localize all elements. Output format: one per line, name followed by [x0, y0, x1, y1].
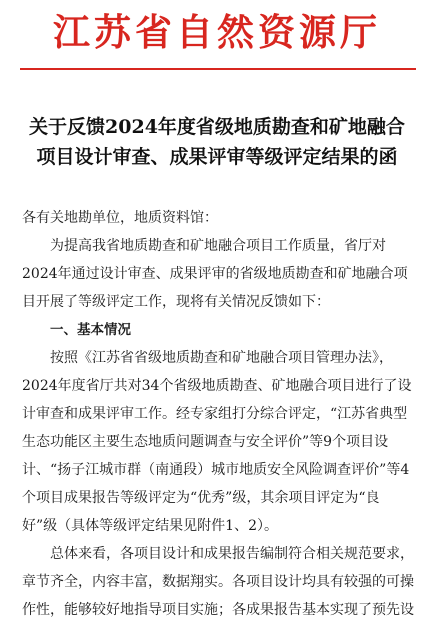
- letterhead-title: 江苏省自然资源厅: [53, 10, 381, 54]
- summary-paragraph: 总体来看，各项目设计和成果报告编制符合相关规范要求，章节齐全，内容丰富，数据翔实。各项目设计均具有较强的可操作性，能够较好地指导项目实施；各成果报告基本实现了预先设: [22, 546, 414, 618]
- document-title: [12, 112, 422, 172]
- section-heading-basic-situation: 一、基本情况: [50, 322, 131, 338]
- document-title-line-2: 项目设计审查、成果评审等级评定结果的函: [36, 146, 398, 168]
- document-body: [22, 204, 414, 624]
- document-title-line-1: 关于反馈2024年度省级地质勘查和矿地融合: [29, 116, 405, 138]
- letterhead-divider: [20, 68, 416, 70]
- section-1-paragraph: 按照《江苏省省级地质勘查和矿地融合项目管理办法》，2024年度省厅共对34个省级地质勘查、矿地融合项目进行了设计审查和成果评审工作。经专家组打分综合评定，“江苏省典型生态功能区主要生态地质问题调查与安全评价”等9个项目设计、“扬子江城市群（南通段）城市地质安全风险调查评价”等4个项目成果报告等级评定为“优秀”级，其余项目评定为“良好”级（具体等级评定结果见附件1、2）。: [22, 350, 412, 534]
- intro-paragraph: 为提高我省地质勘查和矿地融合项目工作质量，省厅对2024年通过设计审查、成果评审的省级地质勘查和矿地融合项目开展了等级评定工作，现将有关情况反馈如下：: [22, 238, 408, 310]
- salutation: 各有关地勘单位，地质资料馆：: [22, 210, 218, 226]
